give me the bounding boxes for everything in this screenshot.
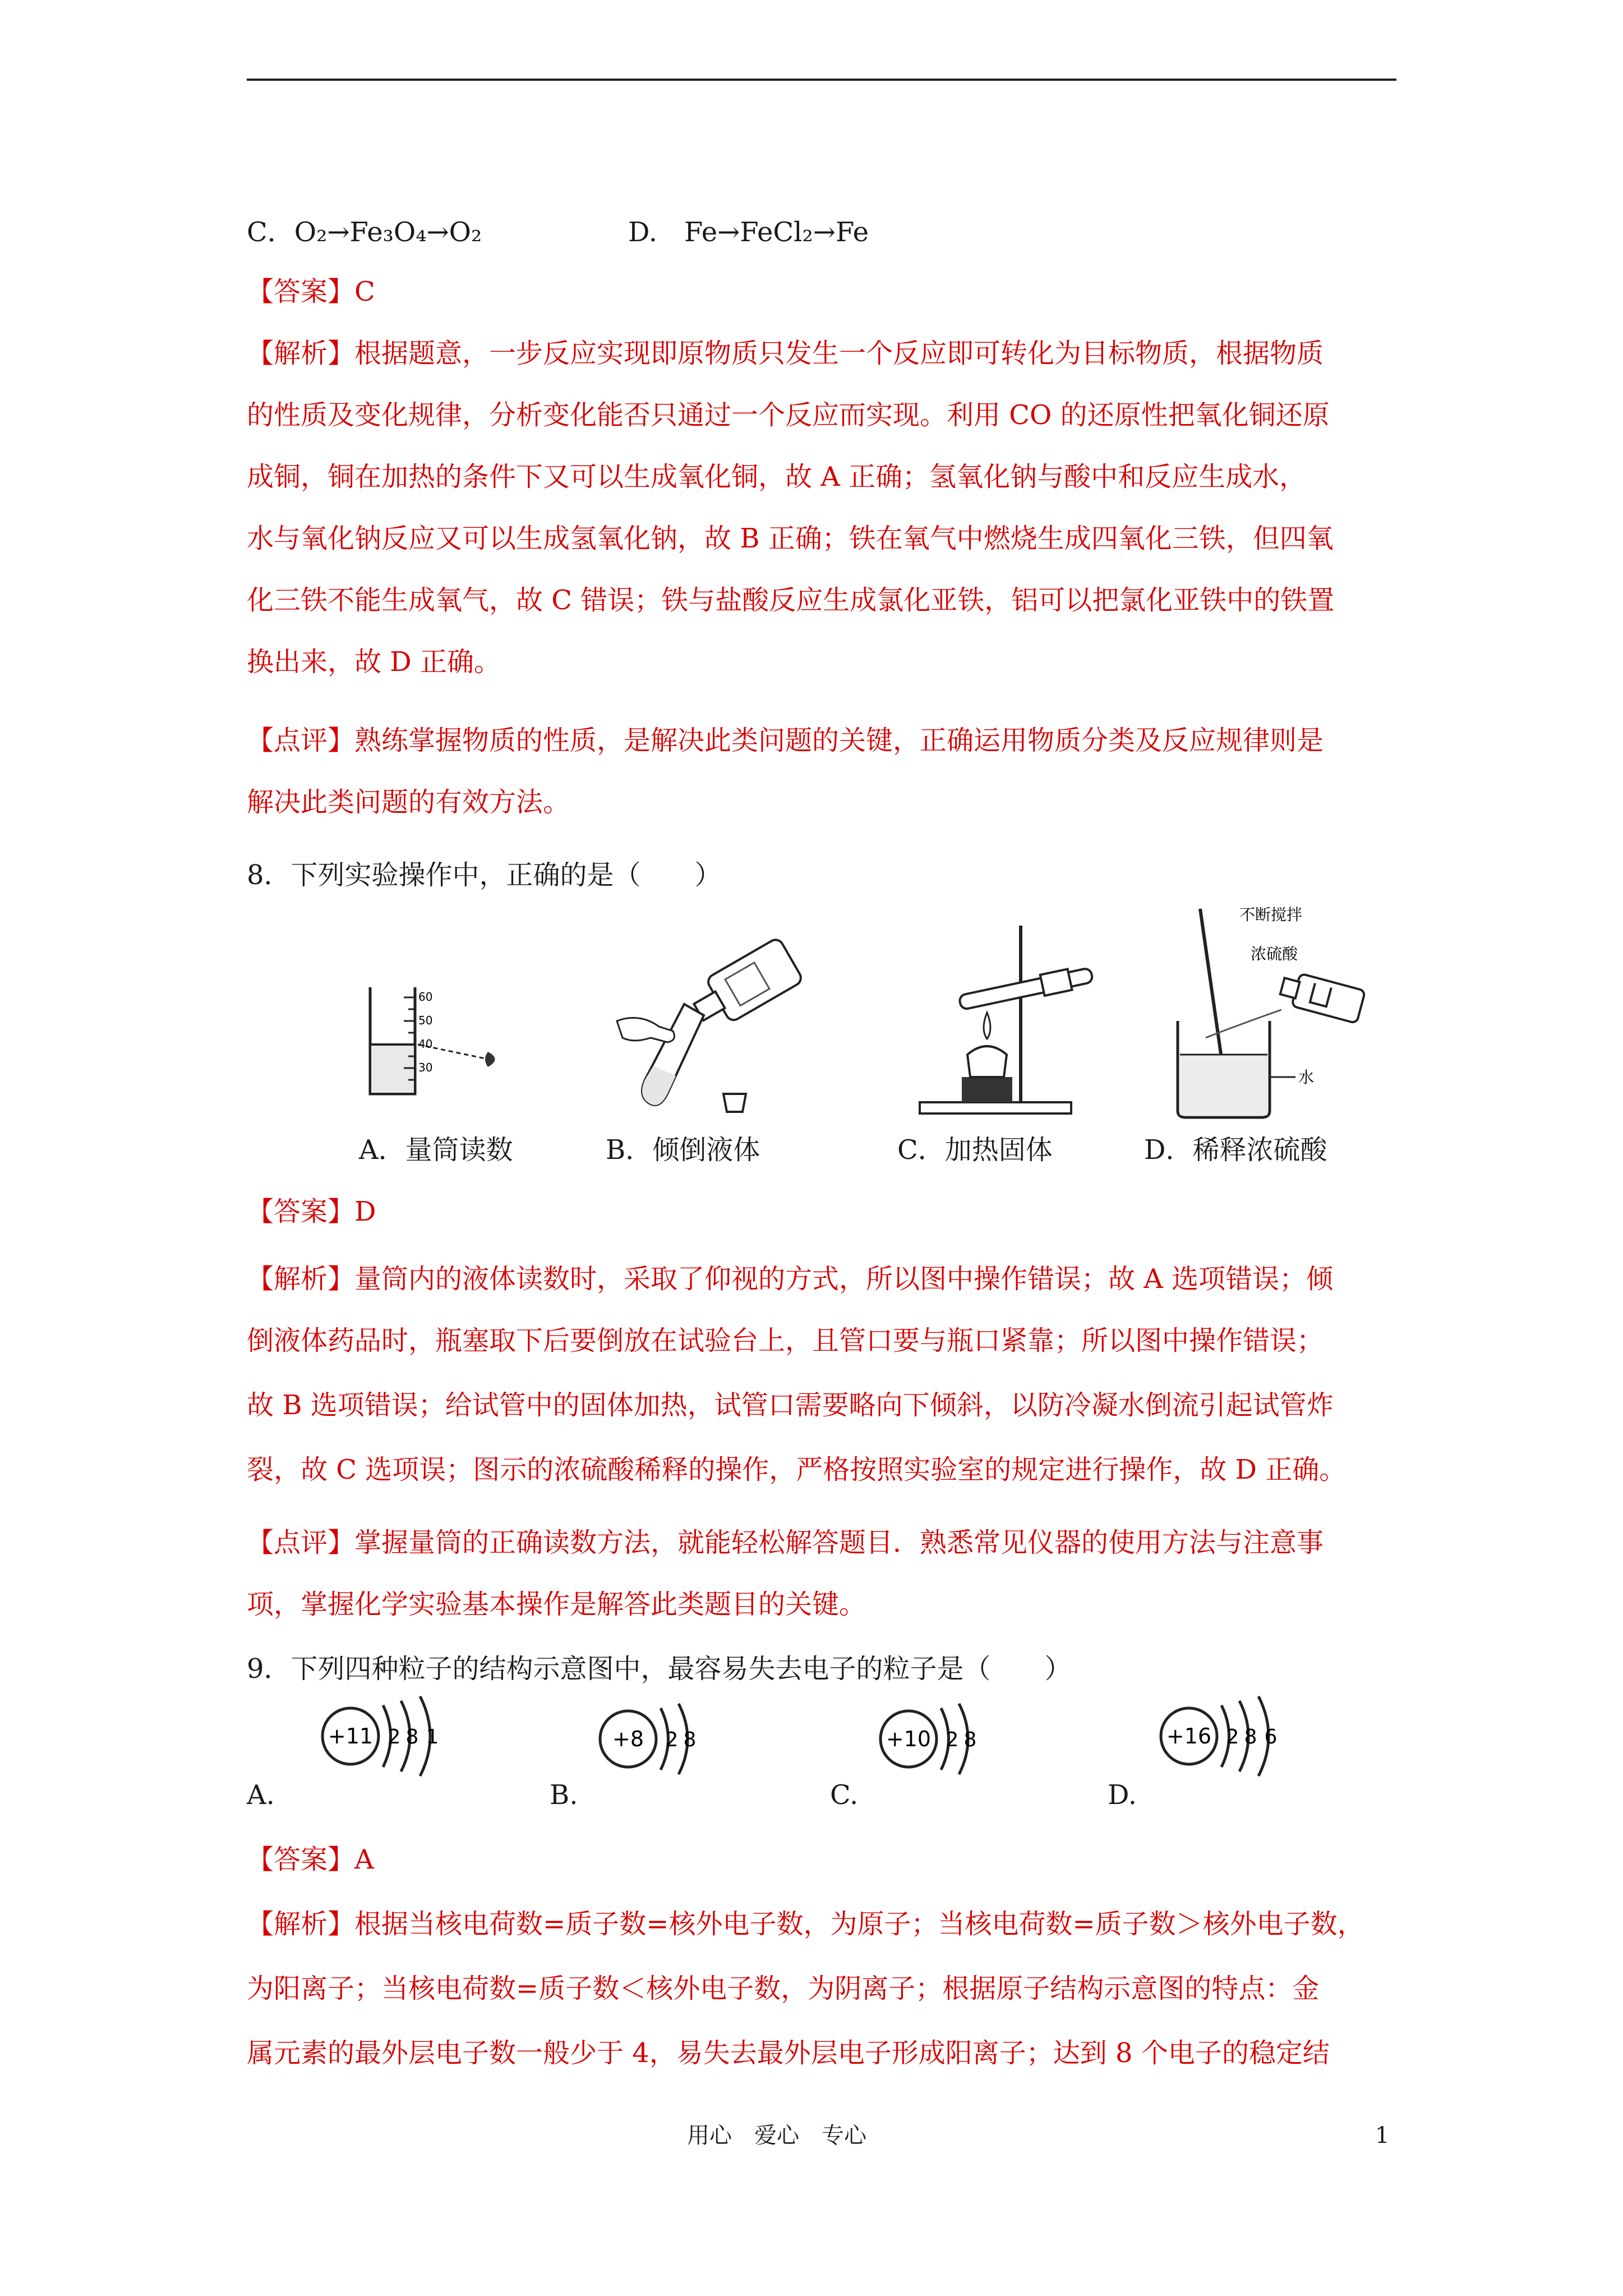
q8-comment-line: 【点评】掌握量筒的正确读数方法，就能轻松解答题目．熟悉常见仪器的使用方法与注意事 xyxy=(247,1527,1324,1558)
q9-option-label: D. xyxy=(1108,1779,1137,1811)
page-number: 1 xyxy=(1375,2123,1390,2148)
q8-caption-b: B．倾倒液体 xyxy=(606,1134,760,1166)
q8-analysis-line: 故 B 选项错误；给试管中的固体加热，试管口需要略向下倾斜，以防冷凝水倒流引起试管炸 xyxy=(247,1389,1334,1421)
q9-analysis-line: 【解析】根据当核电荷数=质子数=核外电子数，为原子；当核电荷数=质子数＞核外电子数， xyxy=(247,1908,1364,1940)
q7-analysis-line: 【解析】根据题意，一步反应实现即原物质只发生一个反应即可转化为目标物质，根据物质 xyxy=(247,338,1324,369)
q7-analysis-line: 水与氧化钠反应又可以生成氢氧化钠，故 B 正确；铁在氧气中燃烧生成四氧化三铁，但四氧 xyxy=(247,523,1334,554)
footer-motto: 用心 爱心 专心 xyxy=(687,2123,866,2148)
q8-caption-a: A．量筒读数 xyxy=(359,1134,513,1166)
shell-electron-count: 2 xyxy=(388,1726,401,1749)
figure-pouring-liquid xyxy=(606,931,830,1122)
q9-analysis-line: 属元素的最外层电子数一般少于 4，易失去最外层电子形成阳离子；达到 8 个电子的稳定结 xyxy=(247,2037,1330,2069)
atom-diagram-c xyxy=(875,1694,987,1784)
flame-icon xyxy=(984,1013,990,1039)
q7-analysis-line: 的性质及变化规律，分析变化能否只通过一个反应而实现。利用 CO 的还原性把氧化铜还原 xyxy=(247,399,1330,431)
nucleus-charge: +16 xyxy=(1166,1724,1212,1749)
q8-comment-line: 项，掌握化学实验基本操作是解答此类题目的关键。 xyxy=(247,1589,866,1620)
q7-options-row xyxy=(247,215,1396,249)
nucleus-charge: +10 xyxy=(886,1727,932,1751)
q7-analysis-line: 化三铁不能生成氧气，故 C 错误；铁与盐酸反应生成氯化亚铁，铝可以把氯化亚铁中的铁置 xyxy=(247,585,1335,616)
header-rule xyxy=(247,79,1396,81)
q7-answer: 【答案】C xyxy=(247,276,375,307)
q7-comment-line: 【点评】熟练掌握物质的性质，是解决此类问题的关键，正确运用物质分类及反应规律则是 xyxy=(247,725,1324,756)
q8-analysis-line: 倒液体药品时，瓶塞取下后要倒放在试验台上，且管口要与瓶口紧靠；所以图中操作错误； xyxy=(247,1325,1324,1356)
nucleus-charge: +8 xyxy=(612,1727,644,1751)
q9-option-label: B. xyxy=(550,1779,578,1811)
q9-option-label: A. xyxy=(247,1779,275,1811)
hand-icon xyxy=(617,1018,674,1042)
eye-icon xyxy=(485,1052,495,1067)
cylinder-tick-label: 60 xyxy=(418,990,433,1004)
q8-caption-c: C．加热固体 xyxy=(897,1134,1053,1166)
cylinder-tick-label: 30 xyxy=(418,1061,433,1074)
shell-electron-count: 2 xyxy=(665,1728,679,1751)
q8-caption-d: D．稀释浓硫酸 xyxy=(1144,1134,1327,1166)
figure-cylinder-reading xyxy=(348,976,510,1116)
shell-electron-count: 2 xyxy=(946,1728,959,1751)
shell-electron-count: 2 xyxy=(1226,1726,1239,1749)
q7-comment-line: 解决此类问题的有效方法。 xyxy=(247,786,570,818)
label-stir: 不断搅拌 xyxy=(1239,905,1303,924)
atom-diagram-a xyxy=(317,1688,451,1784)
q8-analysis-line: 裂，故 C 选项误；图示的浓硫酸稀释的操作，严格按照实验室的规定进行操作，故 D 正确。 xyxy=(247,1454,1347,1485)
alcohol-lamp-icon xyxy=(967,1046,1007,1077)
shell-electron-count: 8 xyxy=(1244,1726,1257,1749)
cylinder-tick-label: 40 xyxy=(418,1037,433,1051)
nucleus-charge: +11 xyxy=(328,1724,374,1749)
q7-analysis-line: 换出来，故 D 正确。 xyxy=(247,646,501,678)
q7-analysis-line: 成铜，铜在加热的条件下又可以生成氧化铜，故 A 正确；氢氧化钠与酸中和反应生成水， xyxy=(247,461,1307,493)
shell-electron-count: 1 xyxy=(426,1726,439,1749)
q9-stem: 9．下列四种粒子的结构示意图中，最容易失去电子的粒子是（ ） xyxy=(247,1653,1072,1685)
atom-diagram-d xyxy=(1155,1688,1290,1784)
figure-diluting-acid xyxy=(1166,898,1380,1122)
stopper-icon xyxy=(723,1094,746,1112)
q8-answer: 【答案】D xyxy=(247,1196,376,1227)
cylinder-tick-label: 50 xyxy=(418,1014,433,1027)
shell-electron-count: 6 xyxy=(1264,1726,1278,1749)
atom-diagram-b xyxy=(594,1694,707,1784)
q8-stem: 8．下列实验操作中，正确的是（ ） xyxy=(247,859,722,891)
label-water: 水 xyxy=(1298,1068,1315,1087)
q8-analysis-line: 【解析】量筒内的液体读数时，采取了仰视的方式，所以图中操作错误；故 A 选项错误；倾 xyxy=(247,1263,1334,1295)
shell-electron-count: 8 xyxy=(405,1726,419,1749)
q9-answer: 【答案】A xyxy=(247,1844,374,1875)
q9-option-label: C. xyxy=(830,1779,859,1811)
label-acid: 浓硫酸 xyxy=(1251,945,1298,963)
figure-heating-solid xyxy=(909,909,1133,1122)
shell-electron-count: 8 xyxy=(963,1728,977,1751)
q9-analysis-line: 为阳离子；当核电荷数=质子数＜核外电子数，为阴离子；根据原子结构示意图的特点：金 xyxy=(247,1973,1320,2004)
q7-option-c: C．O₂→Fe₃O₄→O₂ xyxy=(247,217,482,248)
q7-option-d: D. Fe→FeCl₂→Fe xyxy=(628,217,869,248)
shell-electron-count: 8 xyxy=(683,1728,697,1751)
